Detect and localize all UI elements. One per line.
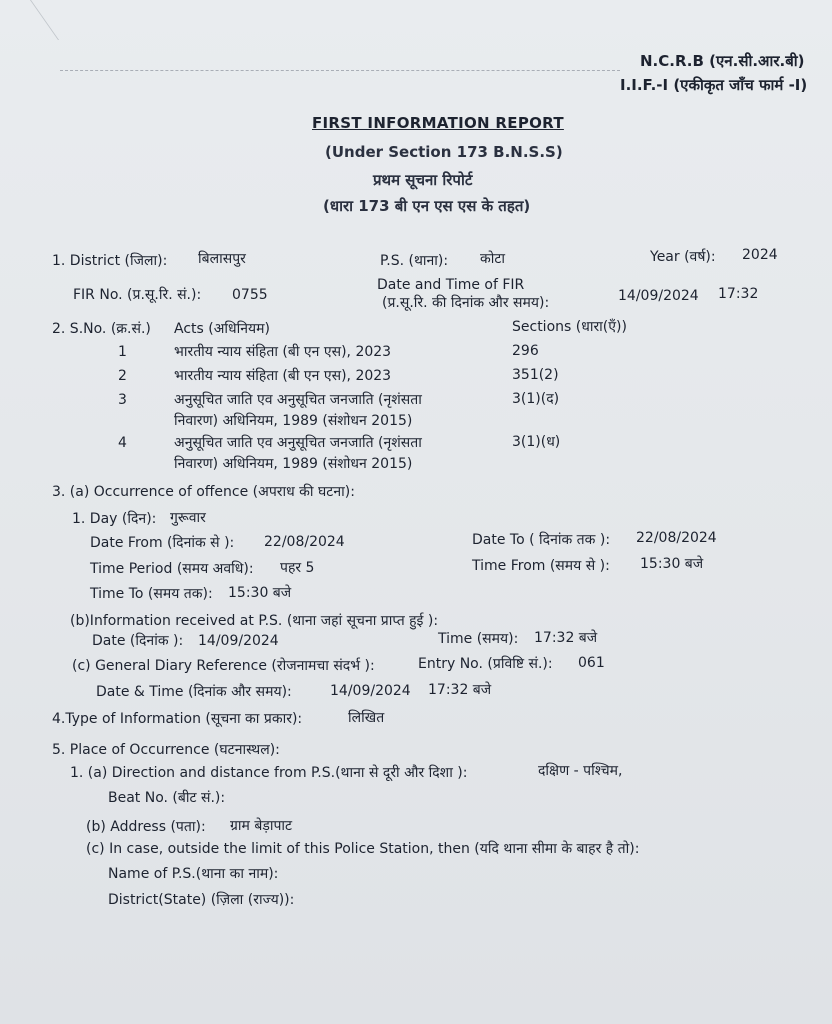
day-label: 1. Day (दिन):	[72, 511, 157, 527]
info-time-value: 17:32 बजे	[534, 630, 598, 646]
date-to-value: 22/08/2024	[636, 530, 717, 546]
time-from-label: Time From (समय से ):	[472, 558, 610, 574]
report-title-hindi: प्रथम सूचना रिपोर्ट	[373, 171, 473, 189]
district-value: बिलासपुर	[198, 251, 246, 267]
acts-row-4-act-cont: निवारण) अधिनियम, 1989 (संशोधन 2015)	[174, 456, 413, 472]
date-to-label: Date To ( दिनांक तक ):	[472, 532, 611, 548]
fir-no-label: FIR No. (प्र.सू.रि. सं.):	[73, 287, 202, 303]
address-value: ग्राम बेड़ापाट	[230, 818, 293, 834]
acts-row-2-section: 351(2)	[512, 367, 559, 383]
date-from-value: 22/08/2024	[264, 534, 345, 550]
time-period-label: Time Period (समय अवधि):	[90, 561, 254, 577]
header-divider	[60, 70, 620, 71]
direction-value: दक्षिण - पश्चिम,	[538, 763, 623, 779]
iif-label: I.I.F.-I (एकीकृत जाँच फार्म -I)	[620, 76, 808, 94]
acts-row-3-section: 3(1)(द)	[512, 391, 560, 407]
report-under-section: (Under Section 173 B.N.S.S)	[325, 143, 563, 161]
district-label: 1. District (जिला):	[52, 253, 168, 269]
acts-row-4-section: 3(1)(ध)	[512, 434, 561, 450]
acts-row-2-sno: 2	[118, 368, 127, 384]
fir-datetime-label: Date and Time of FIR	[377, 277, 525, 293]
acts-row-1-sno: 1	[118, 344, 127, 360]
time-to-value: 15:30 बजे	[228, 585, 292, 601]
beat-no-label: Beat No. (बीट सं.):	[108, 790, 226, 806]
address-label: (b) Address (पता):	[86, 819, 206, 835]
year-value: 2024	[742, 247, 778, 263]
time-period-value: पहर 5	[280, 560, 315, 576]
occurrence-heading: 3. (a) Occurrence of offence (अपराध की घटना):	[52, 484, 355, 500]
acts-row-1-section: 296	[512, 343, 539, 359]
year-label: Year (वर्ष):	[650, 249, 716, 265]
time-from-value: 15:30 बजे	[640, 556, 704, 572]
acts-sno-heading: 2. S.No. (क्र.सं.)	[52, 321, 151, 337]
info-received-label: (b)Information received at P.S. (थाना जहां सूचना प्राप्त हुई ):	[70, 613, 439, 629]
gd-date-value: 14/09/2024	[330, 683, 411, 699]
fir-date-value: 14/09/2024	[618, 288, 699, 304]
gd-time-value: 17:32 बजे	[428, 682, 492, 698]
acts-row-4-act: अनुसूचित जाति एव अनुसूचित जनजाति (नृशंसता	[174, 435, 422, 451]
acts-row-3-sno: 3	[118, 392, 127, 408]
acts-row-1-act: भारतीय न्याय संहिता (बी एन एस), 2023	[174, 344, 392, 360]
report-title: FIRST INFORMATION REPORT	[312, 114, 564, 132]
gd-reference-label: (c) General Diary Reference (रोजनामचा संदर्भ ):	[72, 658, 375, 674]
time-to-label: Time To (समय तक):	[90, 586, 213, 602]
info-date-value: 14/09/2024	[198, 633, 279, 649]
date-from-label: Date From (दिनांक से ):	[90, 535, 235, 551]
acts-row-3-act-cont: निवारण) अधिनियम, 1989 (संशोधन 2015)	[174, 413, 413, 429]
gd-datetime-label: Date & Time (दिनांक और समय):	[96, 684, 292, 700]
ps-value: कोटा	[480, 251, 506, 267]
gd-entry-value: 061	[578, 655, 605, 671]
ps-label: P.S. (थाना):	[380, 253, 449, 269]
ncrb-label: N.C.R.B (एन.सी.आर.बी)	[640, 52, 805, 70]
sections-heading: Sections (धारा(एँ))	[512, 319, 627, 335]
fir-no-value: 0755	[232, 287, 268, 303]
outside-limit-label: (c) In case, outside the limit of this Police Station, then (यदि थाना सीमा के बाहर है तो):	[86, 841, 640, 857]
acts-row-2-act: भारतीय न्याय संहिता (बी एन एस), 2023	[174, 368, 392, 384]
fir-time-value: 17:32	[718, 286, 759, 302]
paper-fold-mark	[0, 0, 59, 40]
fir-datetime-label-hindi: (प्र.सू.रि. की दिनांक और समय):	[382, 295, 550, 311]
acts-heading: Acts (अधिनियम)	[174, 321, 271, 337]
acts-row-3-act: अनुसूचित जाति एव अनुसूचित जनजाति (नृशंसता	[174, 392, 422, 408]
district-state-label: District(State) (ज़िला (राज्य)):	[108, 892, 295, 908]
direction-label: 1. (a) Direction and distance from P.S.(थाना से दूरी और दिशा ):	[70, 765, 468, 781]
place-heading: 5. Place of Occurrence (घटनास्थल):	[52, 742, 280, 758]
info-date-label: Date (दिनांक ):	[92, 633, 184, 649]
day-value: गुरूवार	[170, 510, 206, 526]
info-type-value: लिखित	[348, 710, 385, 726]
info-time-label: Time (समय):	[438, 631, 519, 647]
acts-row-4-sno: 4	[118, 435, 127, 451]
info-type-label: 4.Type of Information (सूचना का प्रकार):	[52, 711, 303, 727]
report-under-hindi: (धारा 173 बी एन एस एस के तहत)	[323, 197, 531, 215]
gd-entry-label: Entry No. (प्रविष्टि सं.):	[418, 656, 553, 672]
ps-name-label: Name of P.S.(थाना का नाम):	[108, 866, 279, 882]
